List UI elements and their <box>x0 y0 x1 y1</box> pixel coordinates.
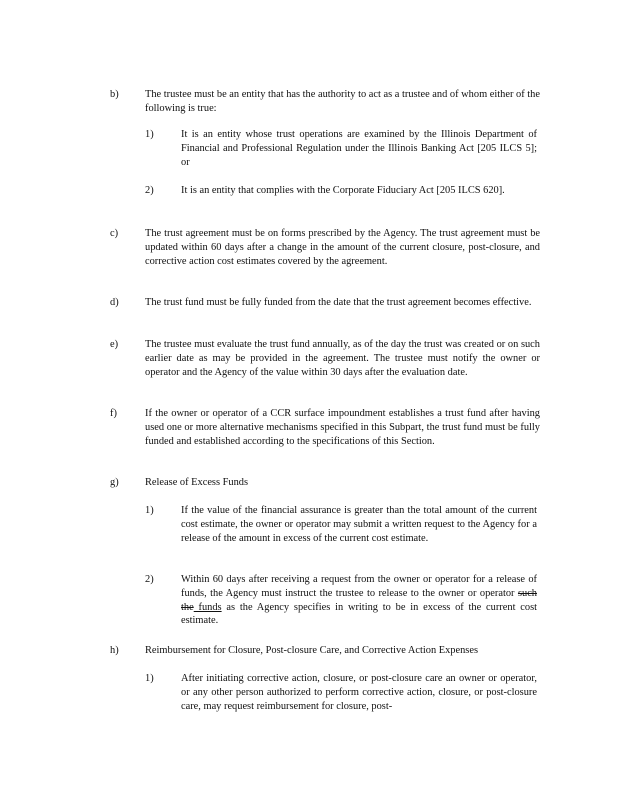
struck-text: such the <box>181 587 537 613</box>
item-text: The trust agreement must be on forms prescribed by the Agency. The trust agreement must be updated within 60 days after a change in the amount of the current closure, post-closure, and corrective action cost estimates covered by the agreement. <box>145 228 540 267</box>
item-label: d) <box>110 297 119 308</box>
item-text: It is an entity whose trust operations are examined by the Illinois Department of Financial and Professional Regulation under the Illinois Banking Act [205 ILCS 5]; or <box>181 129 537 168</box>
text-segment: Within 60 days after receiving a request from the owner or operator for a release of funds, the Agency must instruct the trustee to release to the owner or operator <box>181 574 537 599</box>
item-label: 1) <box>145 505 154 516</box>
inserted-text: funds <box>193 601 222 613</box>
item-text: The trustee must evaluate the trust fund annually, as of the day the trust was created or on such earlier date as may be provided in the agreement. The trustee must notify the owner or operator and the Agency of the value within 30 days after the evaluation date. <box>145 339 540 378</box>
item-label: h) <box>110 645 119 656</box>
item-text: The trustee must be an entity that has the authority to act as a trustee and of whom either of the following is true: <box>145 89 540 114</box>
item-label: 1) <box>145 129 154 140</box>
item-text: The trust fund must be fully funded from the date that the trust agreement becomes effective. <box>145 297 532 308</box>
item-text: Release of Excess Funds <box>145 477 249 488</box>
item-label: c) <box>110 228 119 239</box>
item-text: After initiating corrective action, closure, or post-closure care an owner or operator, or any other person authorized to perform corrective action, closure, or post-closure care, may request reimbursement for closure, post- <box>181 673 537 712</box>
item-label: 2) <box>145 574 154 585</box>
item-text: It is an entity that complies with the Corporate Fiduciary Act [205 ILCS 620]. <box>181 185 505 196</box>
item-label: g) <box>110 477 119 488</box>
item-label: 2) <box>145 185 154 196</box>
item-label: b) <box>110 89 119 100</box>
item-text: If the owner or operator of a CCR surface impoundment establishes a trust fund after having used one or more alternative mechanisms specified in this Subpart, the trust fund must be fully funded and established according to the specifications of this Section. <box>145 408 540 447</box>
item-text <box>181 573 537 628</box>
item-text: Reimbursement for Closure, Post-closure Care, and Corrective Action Expenses <box>145 645 478 656</box>
item-text: If the value of the financial assurance is greater than the total amount of the current cost estimate, the owner or operator may submit a written request to the Agency for a release of the amount in excess of the current cost estimate. <box>181 505 537 544</box>
item-label: e) <box>110 339 119 350</box>
text-segment: as the Agency specifies in writing to be in excess of the current cost estimate. <box>181 601 538 627</box>
item-label: 1) <box>145 673 154 684</box>
item-label: f) <box>110 408 117 419</box>
